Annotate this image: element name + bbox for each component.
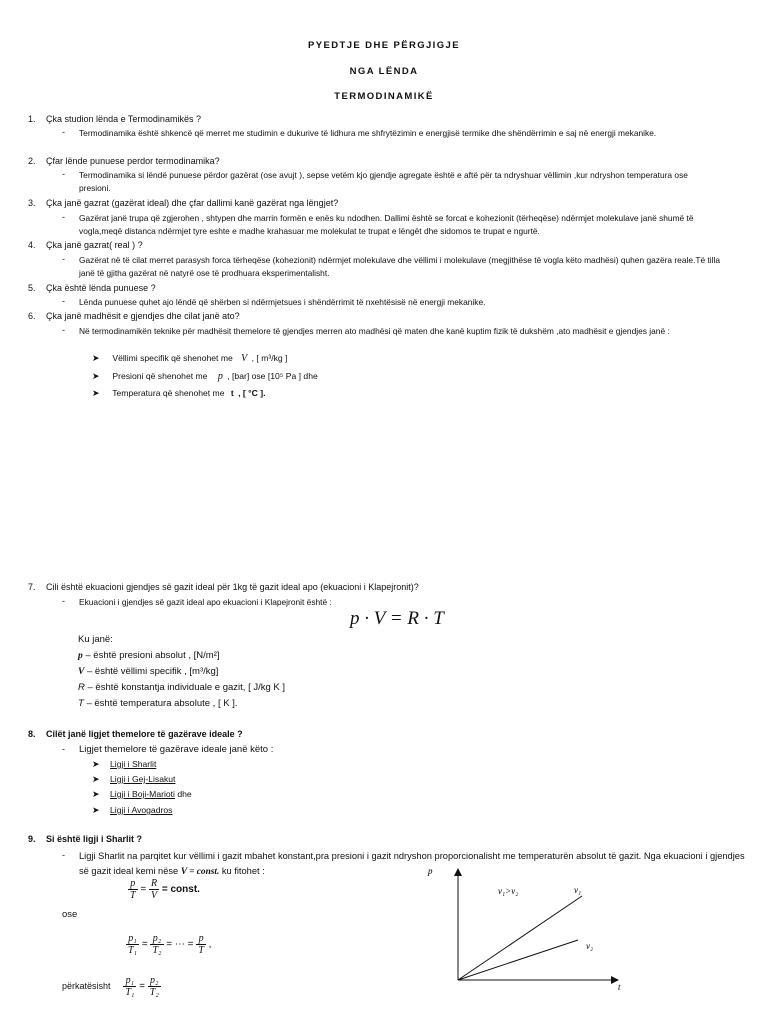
- question-text: Çka janë madhësit e gjendjes dhe cilat janë ato?: [46, 311, 240, 321]
- question-text: Cili është ekuacioni gjendjes së gazit ideal për 1kg të gazit ideal apo (ekuacioni i Klapejronit)?: [46, 582, 419, 592]
- fraction: $\frac{p}{T}$: [198, 933, 204, 956]
- y-axis-label: p: [428, 866, 433, 876]
- answer-7: Ekuacioni i gjendjes së gazit ideal apo ekuacioni i Klapejronit është :: [79, 597, 332, 607]
- question-5: [28, 283, 156, 293]
- question-6: [28, 311, 240, 321]
- dash-bullet: -: [62, 127, 65, 137]
- dash-bullet: -: [62, 744, 65, 754]
- question-number: 5.: [28, 283, 36, 293]
- question-9: [28, 834, 142, 844]
- fraction: $\frac{\text{p₁}}{\text{T₁}}$: [125, 975, 135, 998]
- arrow-bullet-icon: ➤: [92, 774, 100, 784]
- dash-bullet: -: [62, 596, 65, 606]
- answer-9: Ligji Sharlit na parqitet kur vëllimi i gazit mbahet konstant,pra presioni i gazit ndryshon proporcionalisht me temperaturën absolut të gazit. Nga ekuacioni i gjendjes së gazit ideal kemi nëse V = const. ku fitohet :: [79, 851, 745, 877]
- x-axis-label: t: [618, 982, 621, 992]
- fraction: $\frac{p}{T}$: [130, 878, 136, 901]
- symbol-p: p: [217, 371, 223, 382]
- isochore-diagram: [420, 860, 640, 1000]
- question-text: Çka është lënda punuese ?: [46, 283, 156, 293]
- where-label: Ku janë:: [78, 634, 113, 645]
- fraction: $\frac{R}{V}$: [150, 878, 158, 901]
- question-1: [28, 114, 201, 124]
- definition-T: T – është temperatura absolute , [ K ].: [78, 698, 238, 709]
- arrow-bullet-icon: ➤: [92, 789, 100, 799]
- question-7: [28, 582, 419, 592]
- fraction: $\frac{\text{p₂}}{\text{T₂}}$: [149, 975, 159, 998]
- arrow-bullet-icon: ➤: [92, 805, 100, 815]
- law-item-avogadro: ➤ Ligji i Avogadros: [92, 805, 173, 815]
- bullet-temperature: ➤ Temperatura që shenohet me t , [ °C ].: [92, 388, 266, 398]
- charles-formula-3: përkatësisht $\frac{\text{p₁}}{\text{T₁}}$ = $\frac{\text{p₂}}{\text{T₂}}$: [62, 975, 159, 998]
- law-item-sharl: ➤ Ligji i Sharlit: [92, 759, 157, 769]
- question-number: 9.: [28, 834, 36, 844]
- definition-R: R – është konstantja individuale e gazit, [ J/kg K ]: [78, 682, 286, 693]
- question-text: Çfar lënde punuese perdor termodinamika?: [46, 156, 220, 166]
- definition-p: p – është presioni absolut , [N/m²]: [78, 650, 220, 661]
- question-number: 1.: [28, 114, 36, 124]
- law-item-boyle-mariotte: ➤ Ligji i Boji-Marioti dhe: [92, 789, 192, 799]
- arrow-bullet-icon: ➤: [92, 371, 100, 381]
- dash-bullet: -: [62, 254, 65, 264]
- question-text: Çka studion lënda e Termodinamikës ?: [46, 114, 201, 124]
- document-subtitle: NGA LËNDA: [349, 66, 419, 77]
- clapeyron-equation: p · V = R · T: [350, 608, 444, 629]
- question-number: 8.: [28, 729, 36, 739]
- symbol-V: V: [241, 353, 248, 364]
- isochore-line-v2: [458, 940, 578, 980]
- arrow-bullet-icon: ➤: [92, 353, 100, 363]
- charles-formula-1: $\frac{p}{T}$ = $\frac{R}{V}$ = const.: [130, 878, 200, 901]
- question-number: 3.: [28, 198, 36, 208]
- bullet-pressure: ➤ Presioni që shenohet me p , [bar] ose [10⁵ Pa ] dhe: [92, 371, 318, 382]
- answer-5: Lënda punuese quhet ajo lëndë që shërben si ndërmjetsues i shëndërrimit të nxehtësisë në energji mekanike.: [79, 297, 486, 307]
- charles-formula-2: $\frac{\text{p₁}}{\text{T₁}}$ = $\frac{\text{p₂}}{\text{T₂}}$ = ⋯ = $\frac{p}{T}$ ,: [128, 933, 212, 956]
- question-3: [28, 198, 338, 208]
- isochore-line-v1: [458, 896, 582, 980]
- dash-bullet: -: [62, 212, 65, 222]
- ose-label: ose: [62, 909, 78, 920]
- question-2: [28, 156, 220, 166]
- question-text: Çka janë gazrat (gazërat ideal) dhe çfar dallimi kanë gazërat nga lëngjet?: [46, 198, 339, 208]
- question-text: Çka janë gazrat( real ) ?: [46, 240, 143, 250]
- dash-bullet: -: [62, 169, 65, 179]
- answer-2: Termodinamika si lëndë punuese përdor gazërat (ose avujt ), sepse vetëm kjo gjendje agregate është e aftë për ta ndryshuar vëllimin ,kur ndryshon temperatura ose presioni.: [79, 170, 688, 193]
- line-label-v2: v₂: [586, 941, 594, 951]
- dash-bullet: -: [62, 296, 65, 306]
- answer-3: Gazërat janë trupa që zgjerohen , shtypen dhe marrin formën e enës ku ndodhen. Dallimi është se forcat e kohezionit (tërheqëse) ndërmjet molekulave janë shumë të vogla,meqë distanca ndërmjet tyre eshte e madhe krahasuar me molekulat te trupat e lëngët dhe sidomos te trupat e ngurtë.: [79, 213, 694, 236]
- answer-4: Gazërat në të cilat merret parasysh forca tërheqëse (kohezionit) ndërmjet molekulave dhe vëllimi i molekulave (megjithëse të vogla këto madhësi) quhen gazëra reale.Të tilla janë të gjitha gazërat në natyrë ose të prodhuara eksperimentalisht.: [79, 255, 721, 278]
- dash-bullet: -: [62, 325, 65, 335]
- relation-label: v₁>v₂: [498, 886, 519, 896]
- question-number: 6.: [28, 311, 36, 321]
- law-item-gay-lussac: ➤ Ligji i Gej-Lisakut: [92, 774, 176, 784]
- answer-8: Ligjet themelore të gazërave ideale janë këto :: [79, 744, 274, 755]
- arrow-bullet-icon: ➤: [92, 388, 100, 398]
- line-label-v1: v₁: [574, 885, 582, 895]
- question-4: [28, 240, 143, 250]
- answer-1: Termodinamika është shkencë që merret me studimin e dukurive të lidhura me shfrytëzimin e energjisë termike dhe shëndërrimin e saj në energji mekanike.: [79, 128, 657, 138]
- question-text: Si është ligji i Sharlit ?: [46, 834, 143, 844]
- bullet-volume: ➤ Vëllimi specifik që shenohet me V , [ m³/kg ]: [92, 353, 288, 364]
- definition-V: V – është vëllimi specifik , [m³/kg]: [78, 666, 219, 677]
- answer-6: Në termodinamikën teknike për madhësit themelore të gjendjes merren ato madhësi që maten dhe kanë kuptim fizik të dukshëm ,ato madhësit e gjendjes janë :: [79, 326, 670, 336]
- question-number: 2.: [28, 156, 36, 166]
- symbol-t: t: [230, 388, 234, 398]
- fraction: $\frac{\text{p₂}}{\text{T₂}}$: [152, 933, 162, 956]
- question-number: 4.: [28, 240, 36, 250]
- document-title: PYEDTJE DHE PËRGJIGJE: [308, 40, 460, 51]
- question-text: Cilët janë ligjet themelore të gazërave ideale ?: [46, 729, 243, 739]
- document-subject: TERMODINAMIKË: [334, 91, 434, 102]
- question-number: 7.: [28, 582, 36, 592]
- dash-bullet: -: [62, 850, 65, 860]
- arrow-bullet-icon: ➤: [92, 759, 100, 769]
- question-8: [28, 729, 243, 739]
- fraction: $\frac{\text{p₁}}{\text{T₁}}$: [128, 933, 138, 956]
